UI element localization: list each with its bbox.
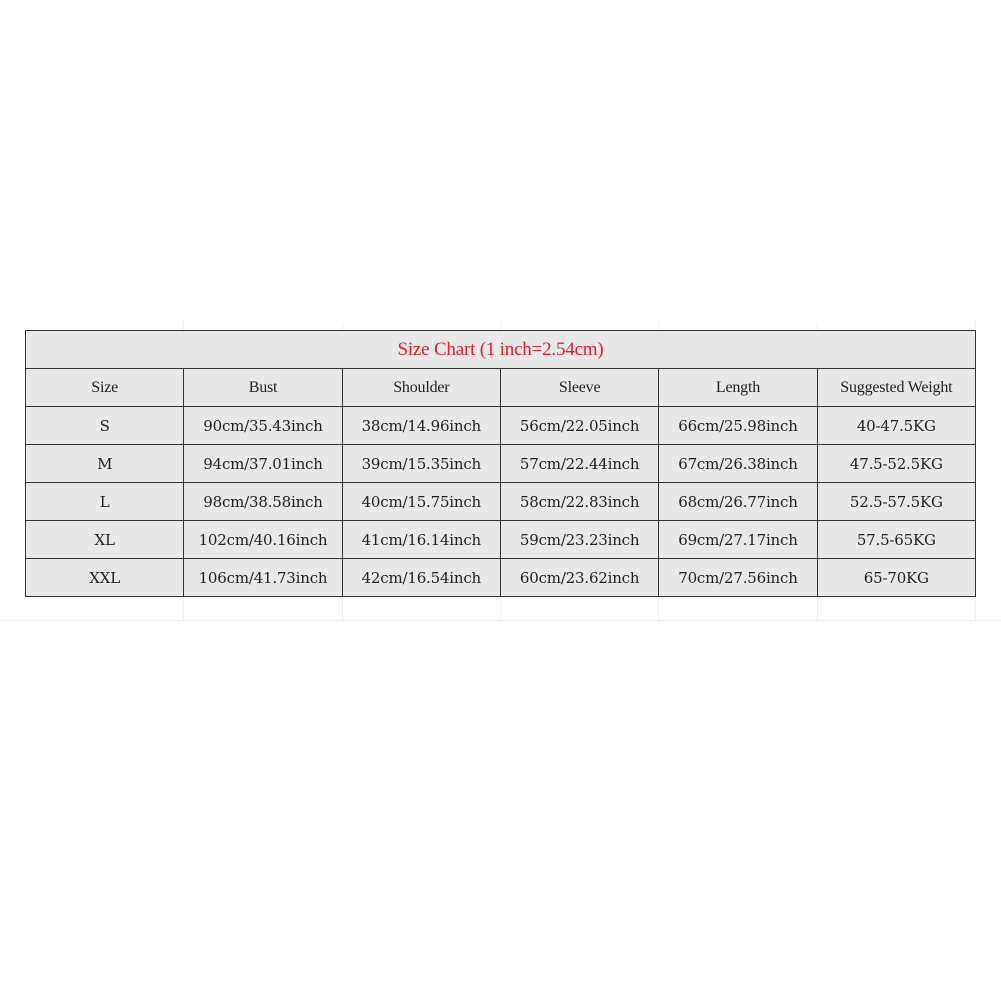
header-suggested-weight: Suggested Weight [817, 369, 975, 407]
table-row [26, 407, 976, 445]
cell-shoulder: 42cm/16.54inch [342, 559, 500, 597]
header-row [26, 369, 976, 407]
cell-length: 67cm/26.38inch [659, 445, 817, 483]
header-length: Length [659, 369, 817, 407]
cell-shoulder: 39cm/15.35inch [342, 445, 500, 483]
cell-sleeve: 59cm/23.23inch [500, 521, 658, 559]
cell-sleeve: 58cm/22.83inch [500, 483, 658, 521]
cell-shoulder: 38cm/14.96inch [342, 407, 500, 445]
size-chart-title: Size Chart (1 inch=2.54cm) [26, 331, 976, 369]
title-row [26, 331, 976, 369]
cell-suggested-weight: 52.5-57.5KG [817, 483, 975, 521]
cell-size: XXL [26, 559, 184, 597]
cell-size: S [26, 407, 184, 445]
table-row [26, 483, 976, 521]
cell-size: XL [26, 521, 184, 559]
cell-length: 69cm/27.17inch [659, 521, 817, 559]
cell-size: M [26, 445, 184, 483]
header-bust: Bust [184, 369, 342, 407]
cell-bust: 98cm/38.58inch [184, 483, 342, 521]
cell-suggested-weight: 65-70KG [817, 559, 975, 597]
cell-sleeve: 56cm/22.05inch [500, 407, 658, 445]
cell-suggested-weight: 47.5-52.5KG [817, 445, 975, 483]
cell-length: 70cm/27.56inch [659, 559, 817, 597]
cell-suggested-weight: 40-47.5KG [817, 407, 975, 445]
cell-bust: 102cm/40.16inch [184, 521, 342, 559]
cell-length: 66cm/25.98inch [659, 407, 817, 445]
header-shoulder: Shoulder [342, 369, 500, 407]
table-row [26, 445, 976, 483]
cell-suggested-weight: 57.5-65KG [817, 521, 975, 559]
cell-bust: 94cm/37.01inch [184, 445, 342, 483]
table-row [26, 559, 976, 597]
cell-size: L [26, 483, 184, 521]
gridline [0, 620, 1001, 621]
cell-bust: 106cm/41.73inch [184, 559, 342, 597]
table-row [26, 521, 976, 559]
cell-sleeve: 57cm/22.44inch [500, 445, 658, 483]
cell-shoulder: 40cm/15.75inch [342, 483, 500, 521]
cell-sleeve: 60cm/23.62inch [500, 559, 658, 597]
header-sleeve: Sleeve [500, 369, 658, 407]
cell-bust: 90cm/35.43inch [184, 407, 342, 445]
cell-shoulder: 41cm/16.14inch [342, 521, 500, 559]
header-size: Size [26, 369, 184, 407]
size-chart-table [25, 330, 976, 597]
cell-length: 68cm/26.77inch [659, 483, 817, 521]
